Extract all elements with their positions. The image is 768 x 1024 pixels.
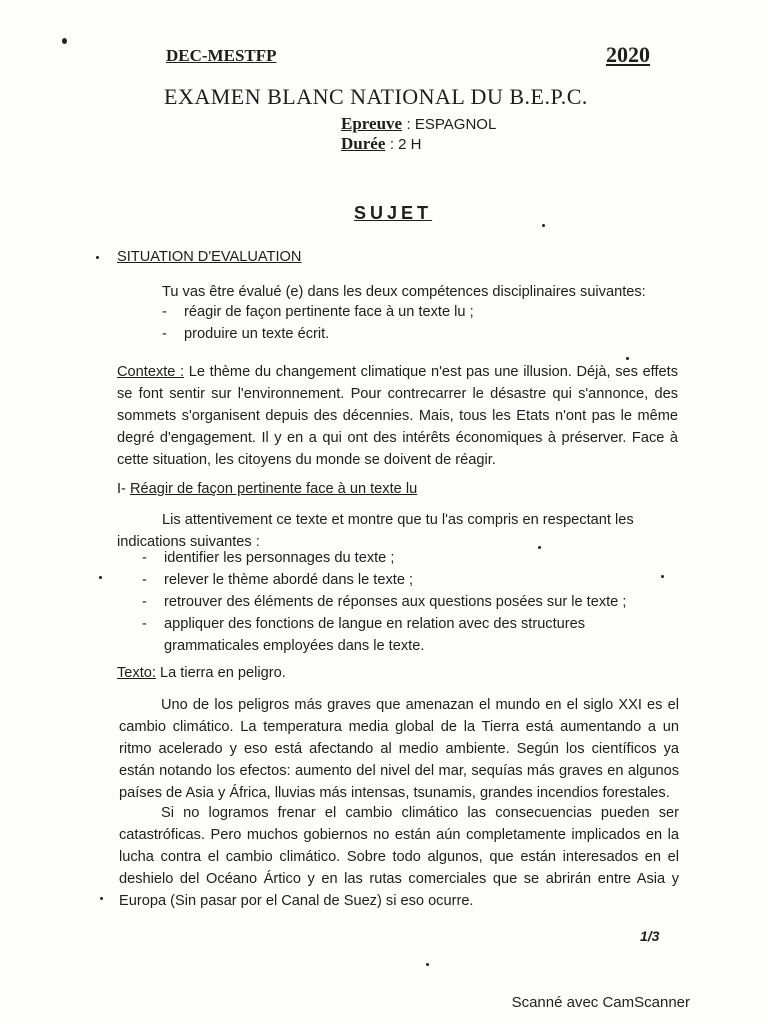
list-item: - identifier les personnages du texte ; — [142, 547, 642, 569]
scan-speck — [626, 357, 629, 360]
epreuve-line — [341, 114, 496, 134]
list-item: - appliquer des fonctions de langue en relation avec des structures grammaticales employées dans le texte. — [142, 613, 642, 657]
exam-year: 2020 — [606, 42, 650, 67]
scanner-watermark: Scanné avec CamScanner — [511, 994, 690, 1011]
part1-number: I- — [117, 481, 126, 497]
competences-list — [162, 301, 642, 345]
situation-intro: Tu vas être évalué (e) dans les deux compétences disciplinaires suivantes: — [162, 284, 646, 300]
epreuve-value: : ESPAGNOL — [406, 116, 497, 133]
part1-title: Réagir de façon pertinente face à un texte lu — [129, 481, 418, 497]
page-number: 1/3 — [640, 928, 660, 944]
duree-line — [341, 134, 422, 154]
list-item: - produire un texte écrit. — [162, 323, 642, 345]
indications-list — [142, 547, 642, 657]
scan-speck — [542, 224, 545, 227]
texto-heading — [117, 662, 286, 684]
part1-intro: Lis attentivement ce texte et montre que tu l'as compris en respectant les indications suivantes : — [117, 512, 634, 550]
texto-paragraph-2: Si no logramos frenar el cambio climático las consecuencias pueden ser catastróficas. Pero muchos gobiernos no están aún completamente implicados en la lucha contra el cambio climático. Sobre todo algunos, que están interesados en el deshielo del Océano Ártico y en las rutas comerciales que se abrirán entre Asia y Europa (Sin pasar por el Canal de Suez) si eso ocurre. — [119, 805, 679, 909]
scan-speck — [96, 256, 99, 259]
duree-value: : 2 H — [389, 136, 422, 153]
list-item: - relever le thème abordé dans le texte ; — [142, 569, 642, 591]
texto-title: La tierra en peligro. — [160, 665, 286, 681]
epreuve-label: Epreuve — [341, 114, 403, 133]
list-item: - retrouver des éléments de réponses aux questions posées sur le texte ; — [142, 591, 642, 613]
scan-speck — [426, 963, 429, 966]
organization-name: DEC-MESTFP — [166, 46, 277, 65]
scan-speck — [661, 575, 664, 578]
exam-title: EXAMEN BLANC NATIONAL DU B.E.P.C. — [164, 84, 588, 109]
texto-paragraph-1: Uno de los peligros más graves que amenazan el mundo en el siglo XXI es el cambio climático. La temperatura media global de la Tierra está aumentando a un ritmo acelerado y eso está afectando al medio ambiente. Según los científicos ya están notando los efectos: aumento del nivel del mar, sequías más graves en algunos países de Asia y África, lluvias más intensas, tsunamis, grandes incendios forestales. — [119, 697, 679, 801]
scan-speck — [99, 576, 102, 579]
texto-label: Texto: — [117, 665, 156, 681]
part1-heading — [117, 478, 417, 500]
contexte-label: Contexte : — [117, 364, 185, 380]
scan-speck — [100, 897, 103, 900]
duree-label: Durée — [341, 134, 386, 153]
contexte-paragraph — [117, 361, 678, 471]
situation-heading: SITUATION D'EVALUATION — [117, 249, 302, 265]
contexte-text: Le thème du changement climatique n'est pas une illusion. Déjà, ses effets se font sentir sur l'environnement. Pour contrecarrer le désastre qui s'annonce, des sommets s'organisent depuis des décennies. Mais, tous les Etats n'ont pas le même degré d'engagement. Il y en a qui ont des intérêts économiques à préserver. Face à cette situation, les citoyens du monde se doivent de réagir. — [117, 364, 678, 468]
sujet-title: SUJET — [354, 203, 433, 223]
list-item: - réagir de façon pertinente face à un texte lu ; — [162, 301, 642, 323]
scan-speck — [62, 38, 67, 44]
